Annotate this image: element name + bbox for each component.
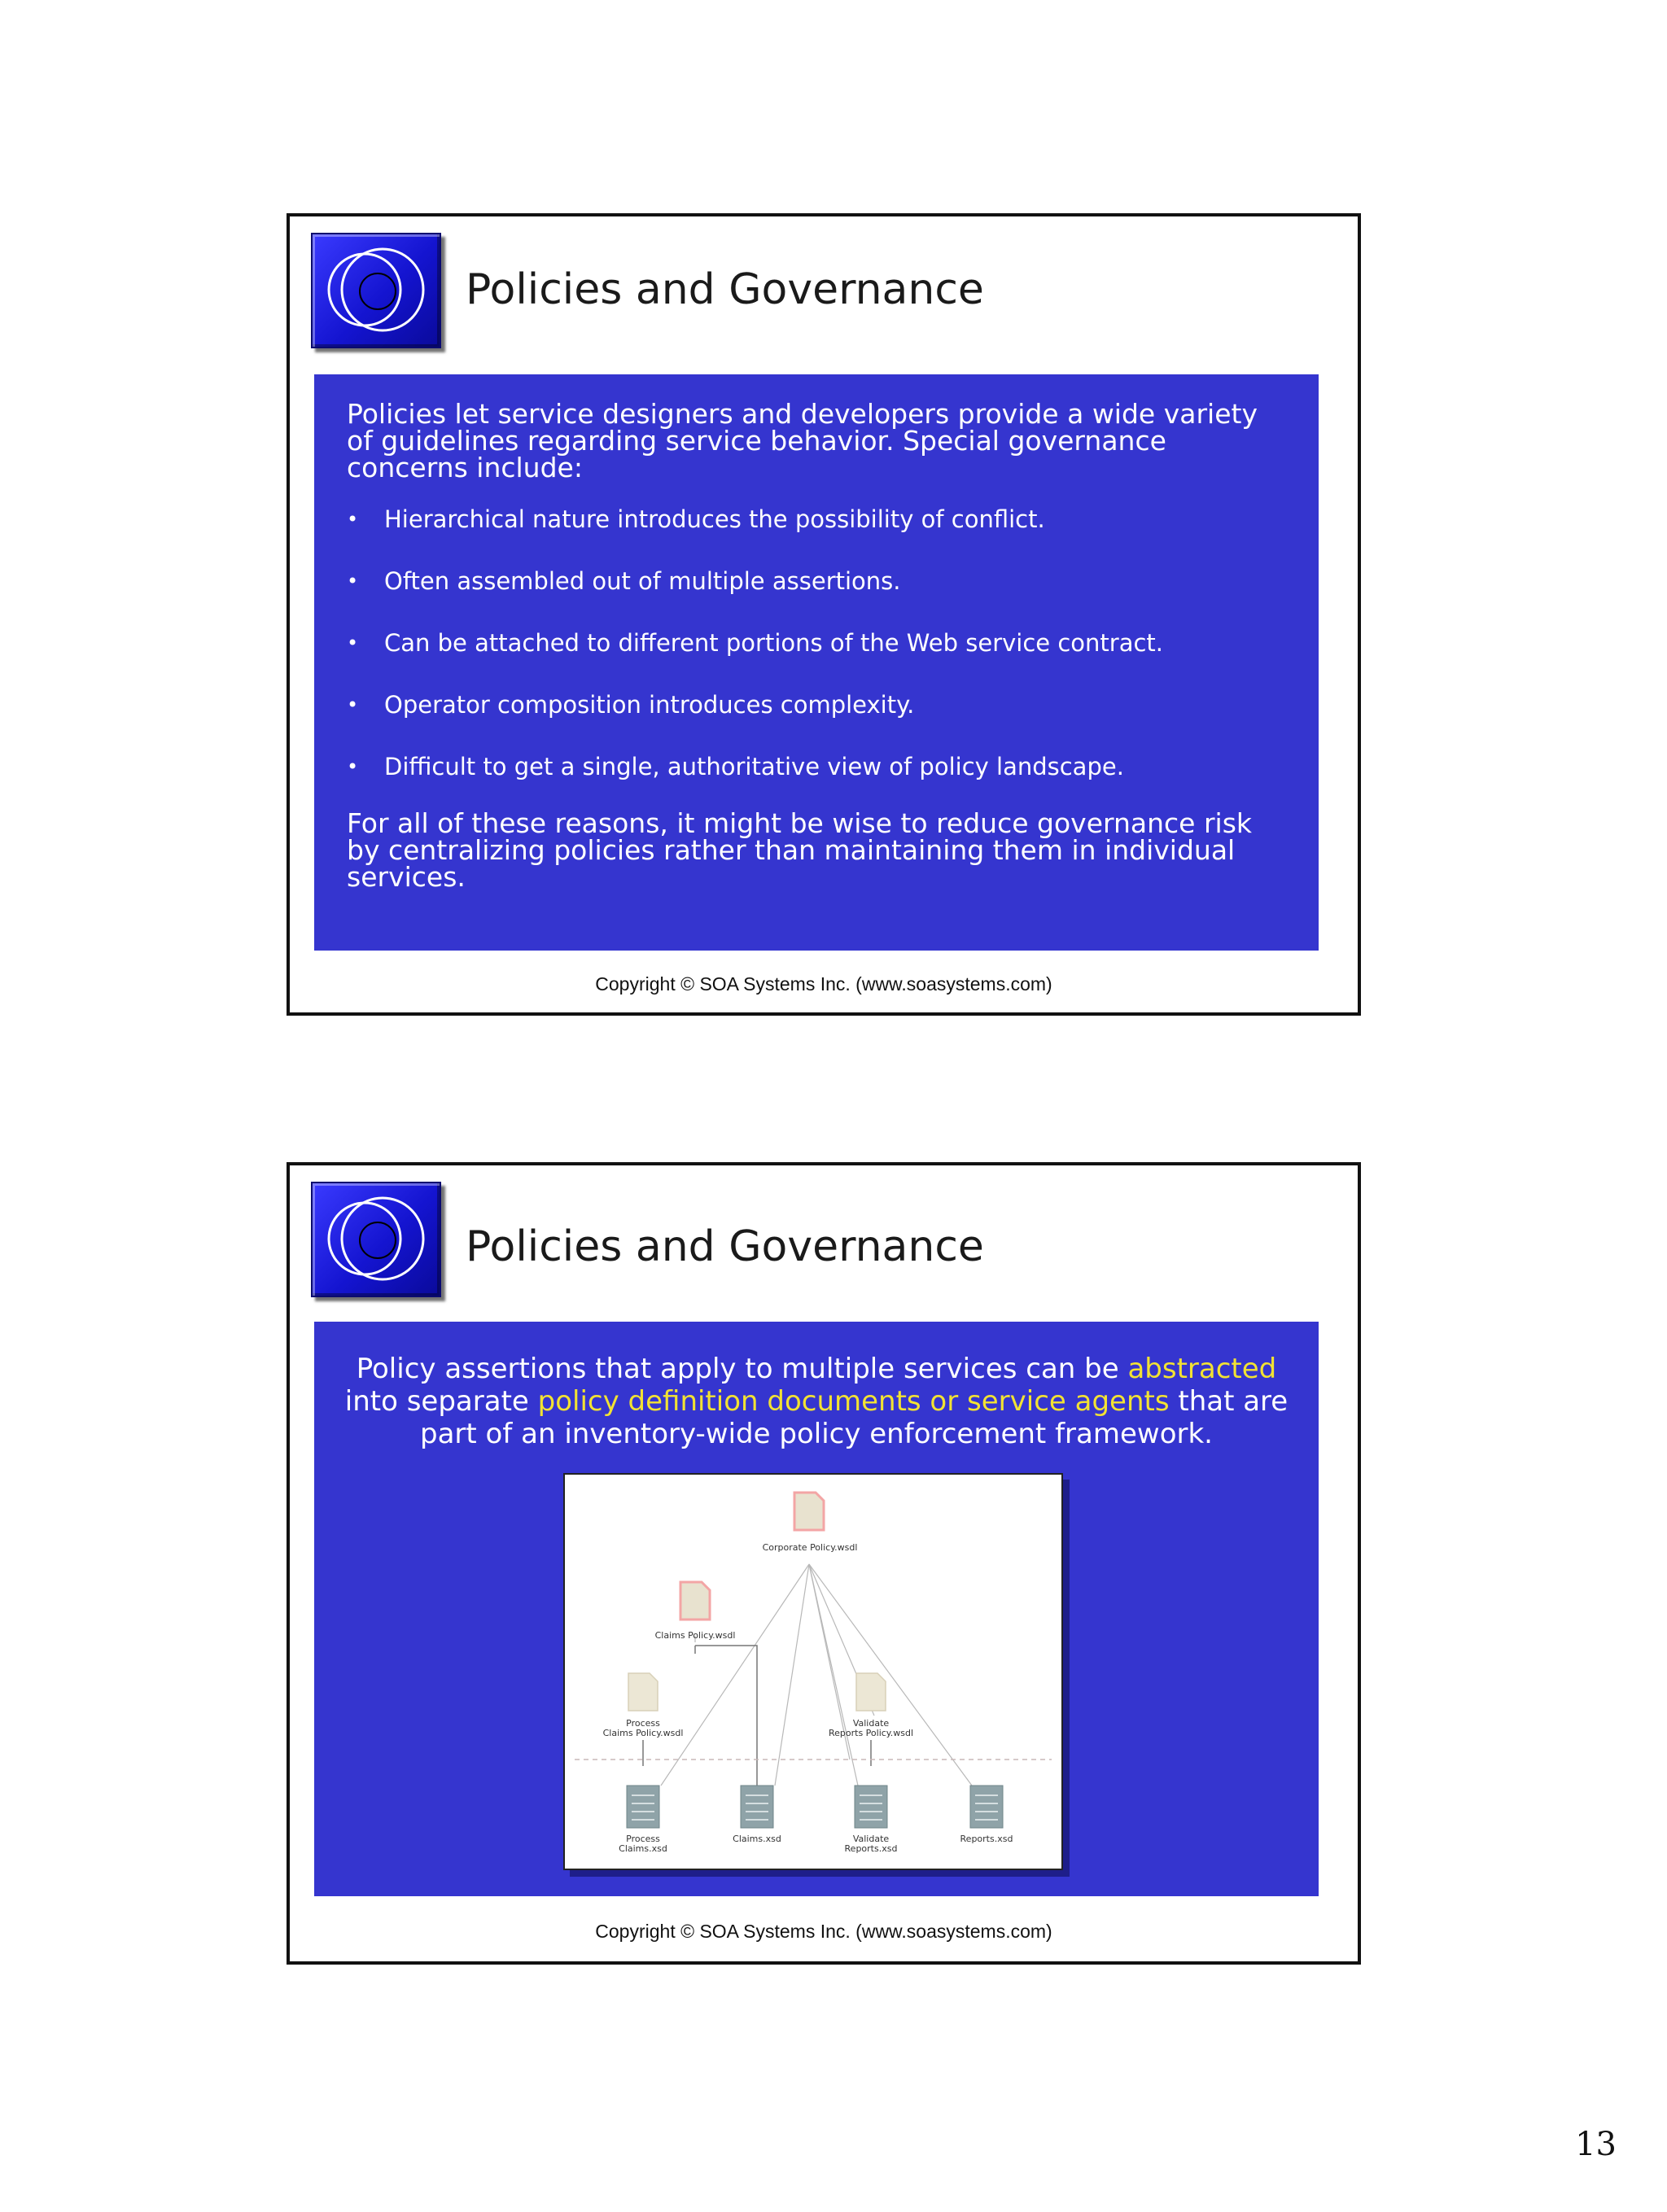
bullet-dot-icon: •: [347, 755, 359, 778]
content-panel: [314, 374, 1319, 951]
list-item: • Difficult to get a single, authoritative view of policy landscape.: [347, 753, 1124, 780]
copyright-notice: Copyright © SOA Systems Inc. (www.soasystems.com): [595, 973, 1052, 995]
process-claims-policy-label: Process Claims Policy.wsdl: [602, 1718, 684, 1738]
content-panel: [314, 1322, 1319, 1896]
list-item: • Can be attached to different portions of the Web service contract.: [347, 629, 1164, 657]
claims-policy-icon: [680, 1582, 710, 1620]
list-item: • Operator composition introduces complexity.: [347, 691, 915, 719]
validate-reports-xsd-label: Validate Reports.xsd: [844, 1834, 898, 1854]
validate-reports-policy-label: Validate Reports Policy.wsdl: [828, 1718, 914, 1738]
highlight-abstracted: abstracted: [1127, 1353, 1277, 1385]
soa-logo-icon: [311, 233, 441, 348]
process-claims-xsd-label: Process Claims.xsd: [619, 1834, 667, 1854]
bullet-list: [347, 505, 1286, 780]
reports-xsd-label: Reports.xsd: [960, 1834, 1013, 1844]
page-number: 13: [1575, 2126, 1617, 2163]
corporate-policy-icon: [794, 1493, 824, 1530]
copyright-notice: Copyright © SOA Systems Inc. (www.soasystems.com): [595, 1921, 1052, 1942]
bullet-dot-icon: •: [347, 508, 359, 531]
validate-reports-policy-icon: [856, 1673, 886, 1711]
bullet-dot-icon: •: [347, 570, 359, 592]
list-item: • Hierarchical nature introduces the possibility of conflict.: [347, 505, 1045, 533]
bullet-dot-icon: •: [347, 632, 359, 654]
intro-text: Policies let service designers and developers provide a wide variety of guidelines regarding service behavior. Special governance concerns include:: [347, 398, 1258, 483]
highlight-policy-documents: policy definition documents or service agents: [537, 1385, 1170, 1418]
conclusion-text: For all of these reasons, it might be wise to reduce governance risk by centralizing policies rather than maintaining them in individual services.: [347, 807, 1253, 893]
claims-xsd-label: Claims.xsd: [733, 1834, 781, 1844]
slide-title: Policies and Governance: [466, 265, 984, 314]
bullet-dot-icon: •: [347, 693, 359, 716]
process-claims-policy-icon: [628, 1673, 658, 1711]
list-item: • Often assembled out of multiple assertions.: [347, 567, 901, 595]
claims-policy-label: Claims Policy.wsdl: [654, 1630, 736, 1641]
soa-logo-icon: [311, 1182, 441, 1297]
slide-1: [287, 213, 1361, 1016]
slide-2: [287, 1162, 1361, 1965]
policy-hierarchy-diagram: [563, 1473, 1063, 1870]
corporate-policy-label: Corporate Policy.wsdl: [762, 1542, 858, 1553]
policy-abstraction-text: Policy assertions that apply to multiple services can be abstracted into separate policy definition documents or service agents that are part of an inventory-wide policy enforcement framework.: [344, 1353, 1289, 1450]
slide-title: Policies and Governance: [466, 1222, 984, 1271]
